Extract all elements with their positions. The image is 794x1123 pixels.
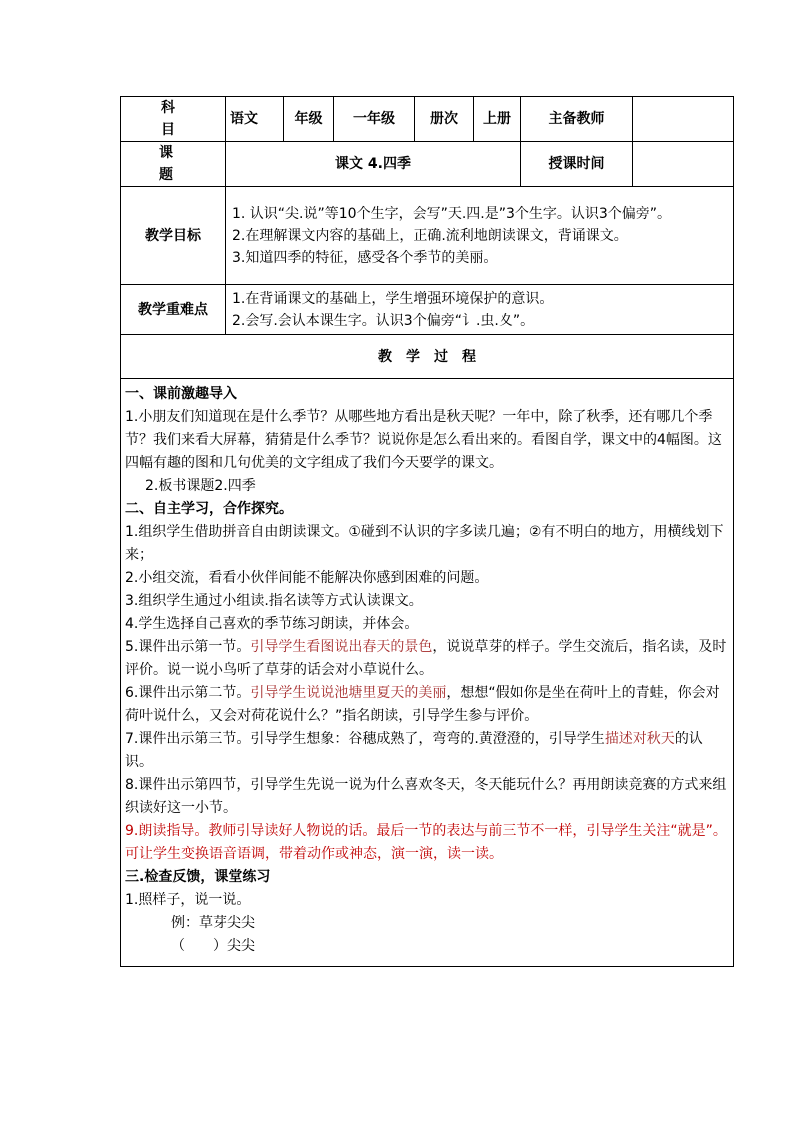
- goal-item: 1. 认识“尖.说”等10个生字，会写”天.四.是”3个生字。认识3个偏旁”。: [232, 205, 672, 222]
- paragraph: 4.学生选择自己喜欢的季节练习朗读，并体会。: [125, 616, 419, 632]
- key-point-item: 2.会写.会认本课生字。认识3个偏旁“讠.虫.夊”。: [232, 312, 535, 329]
- paragraph: 2.板书课题2.四季: [145, 478, 256, 494]
- text-run: 7.课件出示第三节。引导学生想象：谷穗成熟了，弯弯的.黄澄澄的，引导学生: [125, 731, 605, 747]
- goal-item: 3.知道四季的特征，感受各个季节的美丽。: [232, 249, 498, 266]
- goals-label: 教学目标: [121, 187, 226, 285]
- section-title: 二、自主学习，合作探究。: [125, 501, 293, 517]
- paragraph: [125, 682, 729, 728]
- topic-value: 课文 4.四季: [226, 142, 521, 187]
- paragraph: [125, 636, 729, 682]
- process-title-row: [121, 335, 734, 379]
- section-title: 一、课前激趣导入: [125, 386, 237, 402]
- header-row-topic: [121, 142, 734, 187]
- time-label: 授课时间: [521, 142, 633, 187]
- goals-row: [121, 187, 734, 285]
- key-points-content: [226, 285, 734, 335]
- subject-label: 科 目: [121, 97, 226, 142]
- time-value: [633, 142, 734, 187]
- header-row-subject: [121, 97, 734, 142]
- paragraph: 1.小朋友们知道现在是什么季节？从哪些地方看出是秋天呢？一年中，除了秋季，还有哪几个季节？我们来看大屏幕，猜猜是什么季节？说说你是怎么看出来的。看图自学，课文中的4幅图。这四幅有趣的图和几句优美的文字组成了我们今天要学的课文。: [125, 409, 722, 471]
- highlight-text: 引导学生看图说出春天的景色: [250, 639, 433, 655]
- paragraph: 8.课件出示第四节，引导学生先说一说为什么喜欢冬天，冬天能玩什么？再用朗读竞赛的方式来组织读好这一小节。: [125, 777, 727, 816]
- process-content: [121, 379, 734, 967]
- volume-value: 上册: [474, 97, 521, 142]
- volume-label: 册次: [415, 97, 474, 142]
- paragraph: 1.照样子，说一说。: [125, 892, 251, 908]
- subject-value: 语文: [226, 97, 284, 142]
- process-content-row: [121, 379, 734, 967]
- paragraph: 2.小组交流，看看小伙伴间能不能解决你感到困难的问题。: [125, 570, 489, 586]
- text-run: 6.课件出示第二节。: [125, 685, 251, 701]
- key-points-row: [121, 285, 734, 335]
- grade-value: 一年级: [334, 97, 415, 142]
- text-run: ，说说草芽的样子。学生交流后，指名读，及时评价。说一说小鸟听了草芽的话会对小草说什么。: [125, 639, 727, 678]
- highlight-text: 描述对秋天: [604, 731, 675, 747]
- paragraph: 3.组织学生通过小组读.指名读等方式认读课文。: [125, 593, 423, 609]
- topic-label: 课 题: [121, 142, 226, 187]
- goals-content: [226, 187, 734, 285]
- teacher-label: 主备教师: [521, 97, 633, 142]
- key-points-label: 教学重难点: [121, 285, 226, 335]
- teacher-value: [633, 97, 734, 142]
- paragraph-highlighted: 9.朗读指导。教师引导读好人物说的话。最后一节的表达与前三节不一样，引导学生关注“就是”。可让学生变换语音语调，带着动作或神态，演一演，读一读。: [125, 823, 727, 862]
- paragraph: 1.组织学生借助拼音自由朗读课文。①碰到不认识的字多读几遍；②有不明白的地方，用横线划下来；: [125, 524, 724, 563]
- text-run: ，想想“假如你是坐在荷叶上的青蛙，你会对荷叶说什么，又会对荷花说什么？”指名朗读，引导学生参与评价。: [125, 685, 720, 724]
- text-run: 5.课件出示第一节。: [125, 639, 251, 655]
- text-run: 的认识。: [125, 731, 703, 770]
- grade-label: 年级: [284, 97, 334, 142]
- process-title: 教学过程: [121, 335, 734, 379]
- blank-line: （ ）尖尖: [171, 938, 255, 954]
- goal-item: 2.在理解课文内容的基础上，正确.流利地朗读课文，背诵课文。: [232, 227, 628, 244]
- section-title: 三.检查反馈，课堂练习: [125, 869, 271, 885]
- example-line: 例：草芽尖尖: [171, 915, 255, 931]
- highlight-text: 引导学生说说池塘里夏天的美丽: [250, 685, 447, 701]
- lesson-plan-table: [120, 96, 734, 967]
- key-point-item: 1.在背诵课文的基础上，学生增强环境保护的意识。: [232, 290, 554, 307]
- paragraph: [125, 728, 729, 774]
